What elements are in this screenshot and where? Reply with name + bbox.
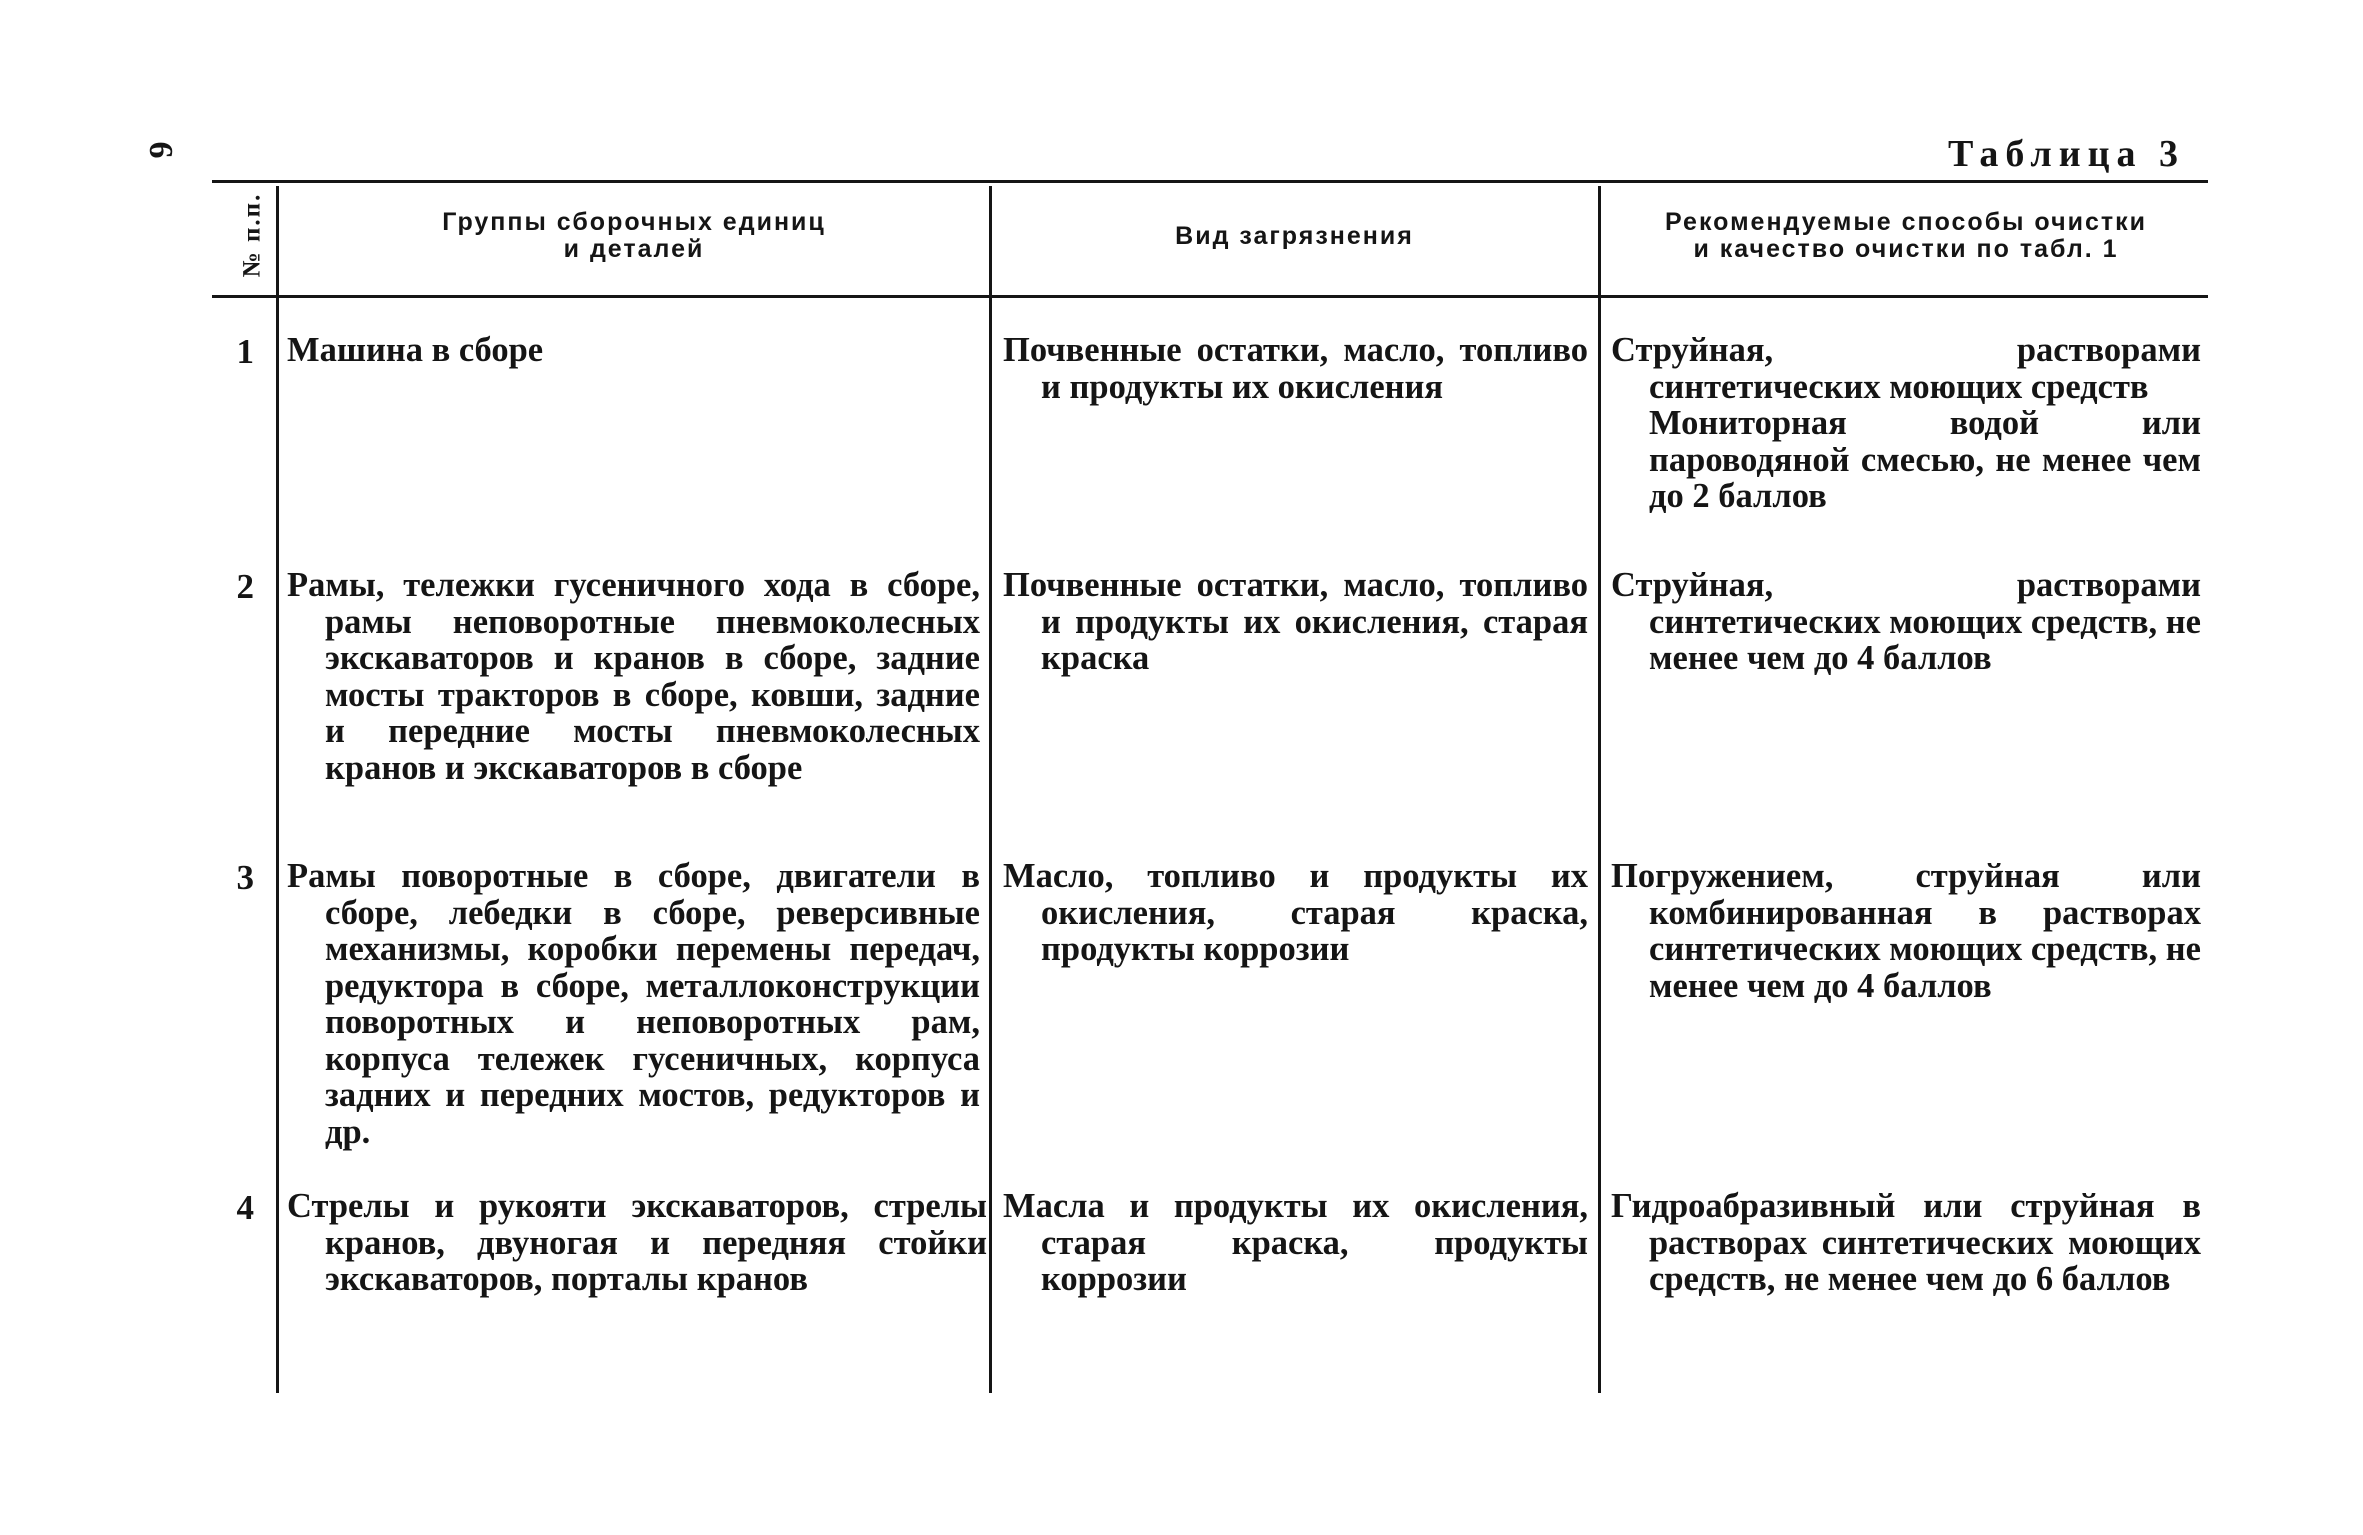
cell-text: Стрелы и рукояти экскаваторов, стрелы кранов, двуногая и передняя стойки экскаваторов, порталы кранов — [287, 1187, 987, 1298]
cell-text: Гидроабразивный или струйная в растворах синтетических моющих средств, не менее чем до 6 баллов — [1611, 1187, 2201, 1298]
page-number: 6 — [142, 141, 179, 159]
row-number: 4 — [236, 1188, 254, 1227]
cell-contamination — [1003, 858, 1588, 968]
row-number: 2 — [236, 567, 254, 606]
cell-text: Почвенные остатки, масло, топливо и продукты их окисления, старая краска — [1003, 566, 1588, 677]
table-caption: Таблица 3 — [1947, 133, 2185, 175]
cell-contamination — [1003, 1188, 1588, 1298]
cell-text: Рамы, тележки гусеничного хода в сборе, рамы неповоротные пневмоколесных экскаваторов и кранов в сборе, задние мосты тракторов в сборе, ковши, задние и передние мосты пневмоколесных кранов и экскаваторов в сборе — [287, 566, 980, 787]
cell-text: Машина в сборе — [287, 331, 544, 369]
cell-group — [287, 332, 980, 369]
cell-text: Погружением, струйная или комбинированная в растворах синтетических моющих средств, не менее чем до 4 баллов — [1611, 857, 2201, 1005]
row-number: 1 — [236, 332, 254, 371]
row-number: 3 — [236, 858, 254, 897]
column-rule-1 — [276, 186, 279, 1393]
cell-group — [287, 1188, 987, 1298]
cell-method — [1611, 567, 2201, 677]
cell-method — [1611, 858, 2201, 1004]
cell-method — [1611, 1188, 2201, 1298]
cell-text: Почвенные остатки, масло, топливо и продукты их окисления — [1003, 331, 1588, 406]
column-rule-3 — [1598, 186, 1601, 1393]
cell-text: Масла и продукты их окисления, старая краска, продукты коррозии — [1003, 1187, 1588, 1298]
column-rule-2 — [989, 186, 992, 1393]
header-contamination: Вид загрязнения — [1175, 221, 1414, 250]
header-method: Рекомендуемые способы очистки и качество очистки по табл. 1 — [1664, 208, 2147, 263]
header-groups: Группы сборочных единиц и деталей — [442, 208, 826, 263]
cell-text: Мониторная водой или пароводяной смесью, не менее чем до 2 баллов — [1649, 404, 2201, 515]
cell-text: Струйная, растворами синтетических моющих средств — [1611, 331, 2201, 406]
cell-contamination — [1003, 332, 1588, 405]
cell-group — [287, 858, 980, 1150]
cell-text: Масло, топливо и продукты их окисления, старая краска, продукты коррозии — [1003, 857, 1588, 968]
header-number: № п.п. — [238, 192, 265, 278]
cell-text: Струйная, растворами синтетических моющих средств, не менее чем до 4 баллов — [1611, 566, 2201, 677]
header-bottom-rule — [212, 295, 2208, 298]
cell-contamination — [1003, 567, 1588, 677]
cell-method — [1611, 332, 2201, 515]
cell-group — [287, 567, 980, 786]
cell-text: Рамы поворотные в сборе, двигатели в сборе, лебедки в сборе, реверсивные механизмы, коробки перемены передач, редуктора в сборе, металлоконструкции поворотных и неповоротных рам, корпуса тележек гусеничных, корпуса задних и передних мостов, редукторов и др. — [287, 857, 980, 1151]
